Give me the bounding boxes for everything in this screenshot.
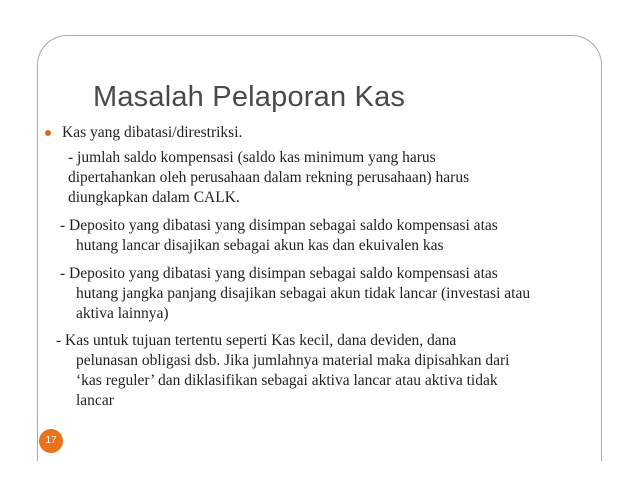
text-line: dipertahankan oleh perusahaan dalam rekning perusahaan) harus: [68, 169, 470, 186]
paragraph-compensating-balance: [68, 148, 469, 208]
paragraph-special-purpose-cash: [56, 331, 509, 411]
bullet-text: Kas yang dibatasi/direstriksi.: [62, 124, 243, 141]
slide-title: Masalah Pelaporan Kas: [93, 81, 406, 113]
text-line: - Deposito yang dibatasi yang disimpan sebagai saldo kompensasi atas: [60, 217, 498, 234]
paragraph-current-deposit: [60, 216, 498, 256]
text-line: - jumlah saldo kompensasi (saldo kas minimum yang harus: [68, 149, 436, 166]
bullet-icon: [45, 130, 51, 136]
frame-edge-left: [37, 455, 38, 461]
page-number-badge: 17: [39, 429, 63, 453]
frame-edge-right: [601, 455, 602, 461]
text-line: diungkapkan dalam CALK.: [68, 189, 240, 206]
text-line: - Kas untuk tujuan tertentu seperti Kas kecil, dana deviden, dana: [56, 332, 457, 349]
text-line: ‘kas reguler’ dan diklasifikan sebagai aktiva lancar atau aktiva tidak: [76, 372, 498, 389]
text-line: aktiva lainnya): [76, 305, 169, 322]
text-line: - Deposito yang dibatasi yang disimpan sebagai saldo kompensasi atas: [60, 265, 498, 282]
text-line: hutang lancar disajikan sebagai akun kas dan ekuivalen kas: [76, 237, 444, 254]
text-line: hutang jangka panjang disajikan sebagai akun tidak lancar (investasi atau: [76, 285, 531, 302]
text-line: pelunasan obligasi dsb. Jika jumlahnya material maka dipisahkan dari: [76, 352, 510, 369]
text-line: lancar: [76, 392, 114, 409]
paragraph-longterm-deposit: [60, 264, 530, 324]
